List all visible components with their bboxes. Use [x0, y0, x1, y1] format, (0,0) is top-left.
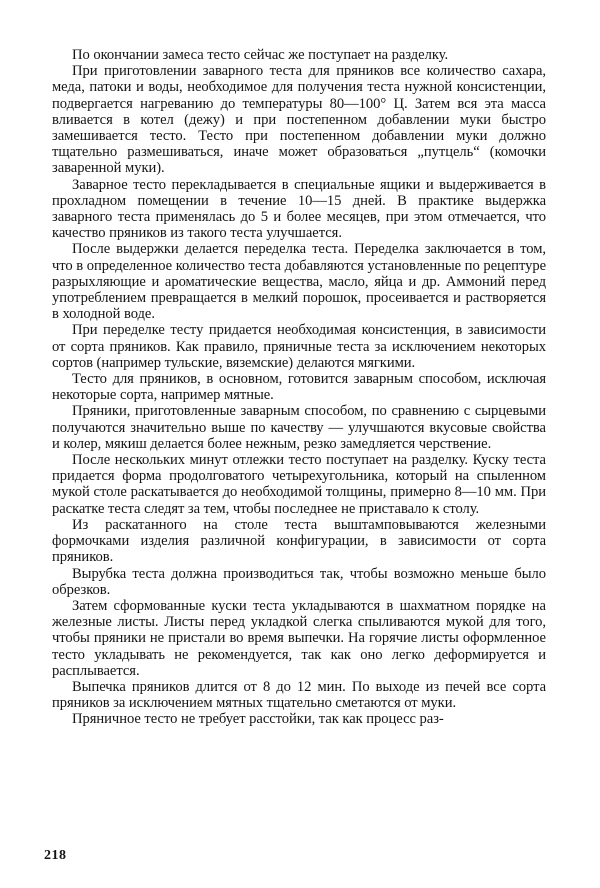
body-text: [52, 47, 546, 728]
paragraph: По окончании замеса тесто сейчас же поступает на разделку.: [72, 47, 449, 63]
paragraph: После нескольких минут отлежки тесто поступает на разделку. Куску теста придается форма продолговатого четырехугольника, который на спыленном мукой столе раскатывается до необходимой толщины, примерно 8—10 мм. При раскатке теста следят за тем, чтобы последнее не приставало к столу.: [52, 452, 546, 517]
paragraph: При переделке тесту придается необходимая консистенция, в зависимости от сорта пряников. Как правило, пряничные теста за исключением некоторых сортов (например тульские, вяземские) делаются мягкими.: [52, 322, 546, 371]
paragraph: Пряничное тесто не требует расстойки, так как процесс раз-: [72, 711, 444, 728]
paragraph: Пряники, приготовленные заварным способом, по сравнению с сырцевыми получаются значительно выше по качеству — улучшаются вкусовые свойства и колер, мякиш делается более нежным, резко замедляется черствение.: [52, 403, 546, 452]
paragraph: После выдержки делается переделка теста. Переделка заключается в том, что в определенное количество теста добавляются установленные по рецептуре разрыхляющие и ароматические вещества, масло, яйца и др. Аммоний перед употреблением превращается в мелкий порошок, просеивается и растворяется в холодной воде.: [52, 241, 546, 323]
paragraph: Вырубка теста должна производиться так, чтобы возможно меньше было обрезков.: [52, 565, 546, 598]
paragraph: При приготовлении заварного теста для пряников все количество сахара, меда, патоки и воды, необходимое для получения теста нужной консистенции, подвергается нагреванию до температуры 80—100° Ц. Затем вся эта масса вливается в котел (дежу) и при постепенном добавлении муки быстро замешивается тесто. Тесто при постепенном добавлении муки должно тщательно размешиваться, иначе может образоваться „путцель“ (комочки заваренной муки).: [52, 63, 546, 177]
paragraph: Заварное тесто перекладывается в специальные ящики и выдерживается в прохладном помещении в течение 10—15 дней. В практике выдержка заварного теста применялась до 5 и более месяцев, при этом отмечается, что качество пряников из такого теста улучшается.: [52, 176, 546, 242]
paragraph: Затем сформованные куски теста укладываются в шахматном порядке на железные листы. Листы перед укладкой слегка спыливаются мукой для того, чтобы пряники не пристали во время выпечки. На горячие листы оформленное тесто укладывать не рекомендуется, так как оно легко деформируется и расплывается.: [52, 597, 546, 679]
paragraph: Выпечка пряников длится от 8 до 12 мин. По выходе из печей все сорта пряников за исключением мятных тщательно сметаются от муки.: [52, 678, 546, 712]
paragraph: Из раскатанного на столе теста выштамповываются железными формочками изделия различной конфигурации, в зависимости от сорта пряников.: [52, 516, 546, 566]
paragraph: Тесто для пряников, в основном, готовится заварным способом, исключая некоторые сорта, например мятные.: [52, 371, 546, 404]
page-number: 218: [44, 848, 67, 863]
